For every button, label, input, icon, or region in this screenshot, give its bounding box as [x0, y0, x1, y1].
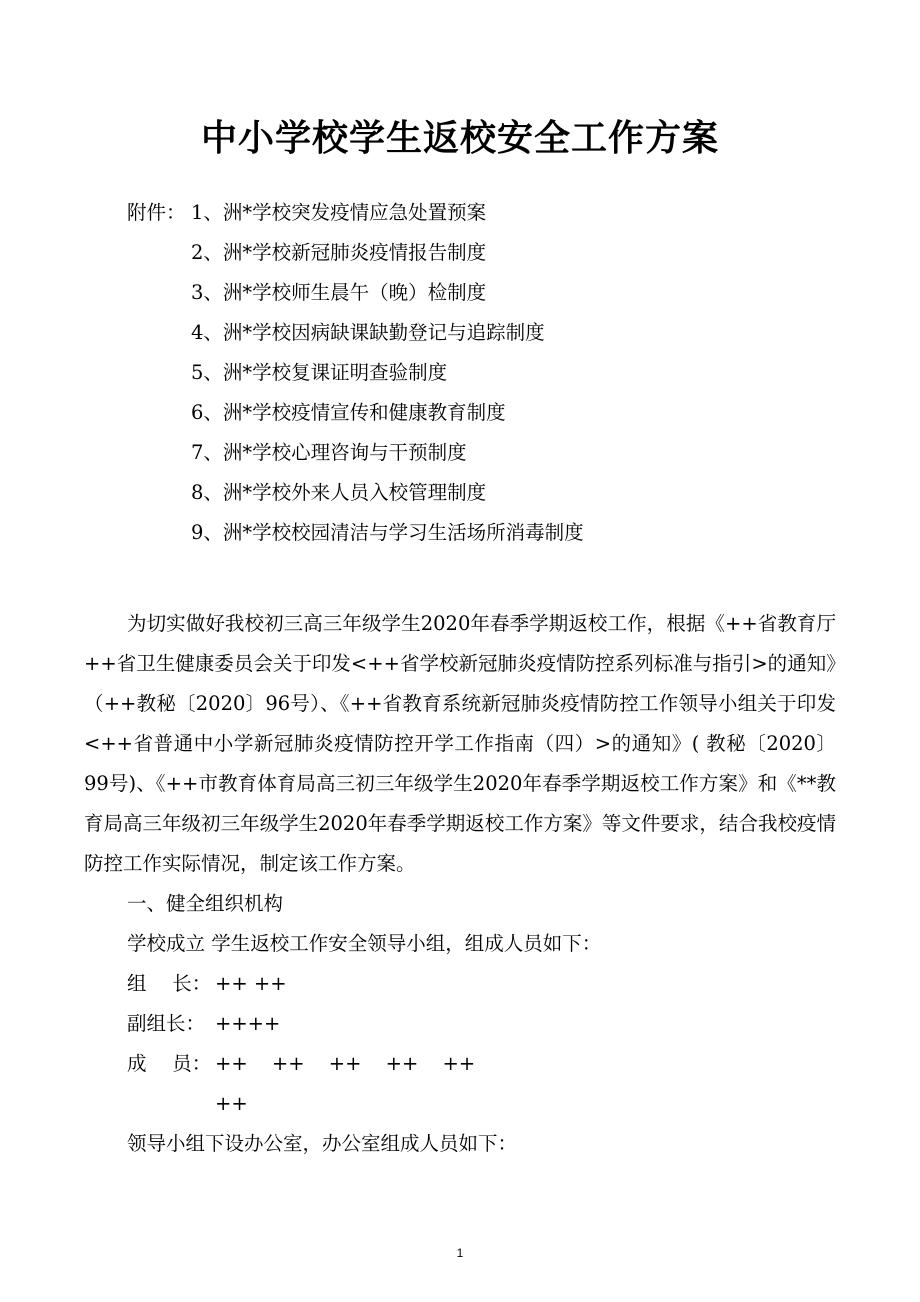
attachment-text: 3、洲*学校师生晨午（晚）检制度 [191, 281, 487, 304]
members-label: 成 员： [127, 1052, 212, 1075]
deputy-label: 副组长： [127, 1012, 206, 1035]
attachments-list [127, 193, 584, 553]
attachment-text: 7、洲*学校心理咨询与干预制度 [191, 441, 467, 464]
attachment-item [127, 273, 584, 313]
leader-value: ++ ++ [215, 972, 287, 995]
section-heading: 一、健全组织机构 [127, 892, 284, 915]
attachment-item [127, 353, 584, 393]
leader-label: 组 长： [127, 972, 212, 995]
attachment-text: 6、洲*学校疫情宣传和健康教育制度 [191, 401, 506, 424]
attachment-text: 2、洲*学校新冠肺炎疫情报告制度 [191, 241, 487, 264]
members-value: ++ ++ ++ ++ ++ [215, 1052, 476, 1075]
deputy-row [84, 1004, 836, 1044]
attachment-text: 4、洲*学校因病缺课缺勤登记与追踪制度 [191, 321, 545, 344]
attachments-lead: 附件： [127, 201, 186, 224]
office-intro: 领导小组下设办公室，办公室组成人员如下： [127, 1132, 518, 1155]
leader-row [84, 964, 836, 1004]
leadership-intro: 学校成立 学生返校工作安全领导小组，组成人员如下： [127, 932, 602, 955]
attachment-item [127, 473, 584, 513]
attachment-text: 9、洲*学校校园清洁与学习生活场所消毒制度 [191, 521, 584, 544]
attachment-text: 1、洲*学校突发疫情应急处置预案 [191, 201, 487, 224]
members-row [84, 1044, 836, 1084]
attachment-item [127, 193, 584, 233]
attachment-item [127, 313, 584, 353]
attachment-text: 8、洲*学校外来人员入校管理制度 [191, 481, 487, 504]
page-number: 1 [456, 1246, 464, 1260]
document-title: 中小学校学生返校安全工作方案 [200, 117, 719, 159]
document-body [84, 604, 836, 1164]
intro-paragraph: 为切实做好我校初三高三年级学生2020年春季学期返校工作，根据《++省教育厅 ++省卫生健康委员会关于印发<++省学校新冠肺炎疫情防控系列标准与指引>的通知》（++教秘〔2020〕96号）、《++省教育系统新冠肺炎疫情防控工作领导小组关于印发<++省普通中小学新冠肺炎疫情防控开学工作指南（四）>的通知》( 教秘〔2020〕99号)、《++市教育体育局高三初三年级学生2020年春季学期返校工作方案》和《**教育局高三年级初三年级学生2020年春季学期返校工作方案》等文件要求，结合我校疫情防控工作实际情况，制定该工作方案。 [84, 612, 836, 875]
attachment-item [127, 433, 584, 473]
attachment-item [127, 393, 584, 433]
members-row-continued: ++ [215, 1092, 248, 1115]
attachment-item [127, 233, 584, 273]
attachment-item [127, 513, 584, 553]
deputy-value: ++++ [215, 1012, 281, 1035]
attachment-text: 5、洲*学校复课证明查验制度 [191, 361, 448, 384]
